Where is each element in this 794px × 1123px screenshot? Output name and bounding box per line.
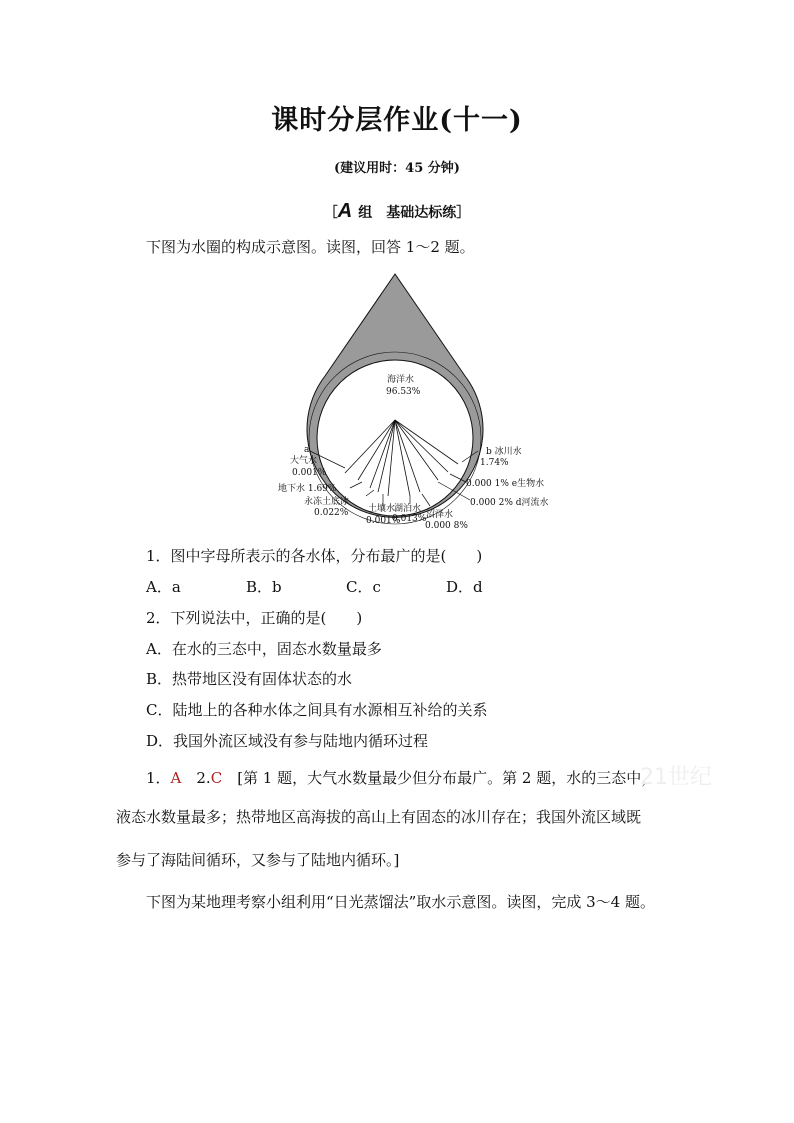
hydrosphere-diagram [270,268,560,530]
ocean-pct: 96.53% [386,387,421,397]
watermark: 21世纪 [640,765,712,790]
a-letter: a [304,445,310,455]
question-1-stem: 1．图中字母所表示的各水体，分布最广的是( ) [146,547,483,565]
q2-option-d: D．我国外流区域没有参与陆地内循环过程 [146,732,429,750]
q1-option-a: A．a [146,578,181,596]
q2-option-a: A．在水的三态中，固态水数量最多 [146,640,382,658]
q1-option-d: D．d [446,578,483,596]
swamp-label: 沼泽水 [426,510,454,520]
answer-line-1 [146,767,656,788]
section-label: 组 基础达标练 [358,205,457,221]
answer-1: A [170,769,182,787]
permafrost-label: 永冻土底冰 [304,497,350,507]
groundwater-label: 地下水 1.69% [278,484,337,494]
lake-pct: 0.013% [392,514,427,524]
section-heading [0,200,794,223]
page-title: 课时分层作业(十一) [271,105,523,136]
q1-option-c: C．c [346,578,381,596]
answer-2: C [210,769,223,787]
soil-label: 土壤水 [368,504,396,514]
answer-mid: 2. [181,769,211,787]
river-label: 0.000 2% d河流水 [470,498,549,508]
answer-explanation-1: [第 1 题，大气水数量最少但分布最广。第 2 题，水的三态中， [222,769,657,787]
q1-option-b: B．b [246,578,282,596]
section-bracket-open: ［ [323,205,338,221]
intro-q3-4: 下图为某地理考察小组利用“日光蒸馏法”取水示意图。读图，完成 3～4 题。 [146,893,655,911]
suggested-time: (建议用时：45 分钟) [334,161,460,176]
air-pct: 0.001% [292,468,327,478]
answer-line-2: 液态水数量最多；热带地区高海拔的高山上有固态的冰川存在；我国外流区域既 [116,808,642,826]
question-2-stem: 2．下列说法中，正确的是( ) [146,609,363,627]
soil-pct: 0.001% [366,516,401,526]
swamp-pct: 0.000 8% [425,521,468,530]
intro-q1-2: 下图为水圈的构成示意图。读图，回答 1～2 题。 [146,238,475,256]
section-badge: A [337,200,353,222]
answer-line-3: 参与了海陆间循环，又参与了陆地内循环。] [116,851,400,869]
answer-prefix: 1． [146,769,171,787]
bio-label: 0.000 1% e生物水 [466,479,545,489]
permafrost-pct: 0.022% [314,508,349,518]
q2-option-c: C．陆地上的各种水体之间具有水源相互补给的关系 [146,701,488,719]
glacier-label: b 冰川水 [486,447,522,457]
lake-label: 湖泊水 [394,504,422,514]
ocean-label: 海洋水 [387,375,415,385]
section-bracket-close: ］ [456,205,471,221]
glacier-pct: 1.74% [480,458,509,468]
air-label: 大气水 [290,456,318,466]
question-1-options [146,576,546,597]
q2-option-b: B．热带地区没有固体状态的水 [146,670,353,688]
